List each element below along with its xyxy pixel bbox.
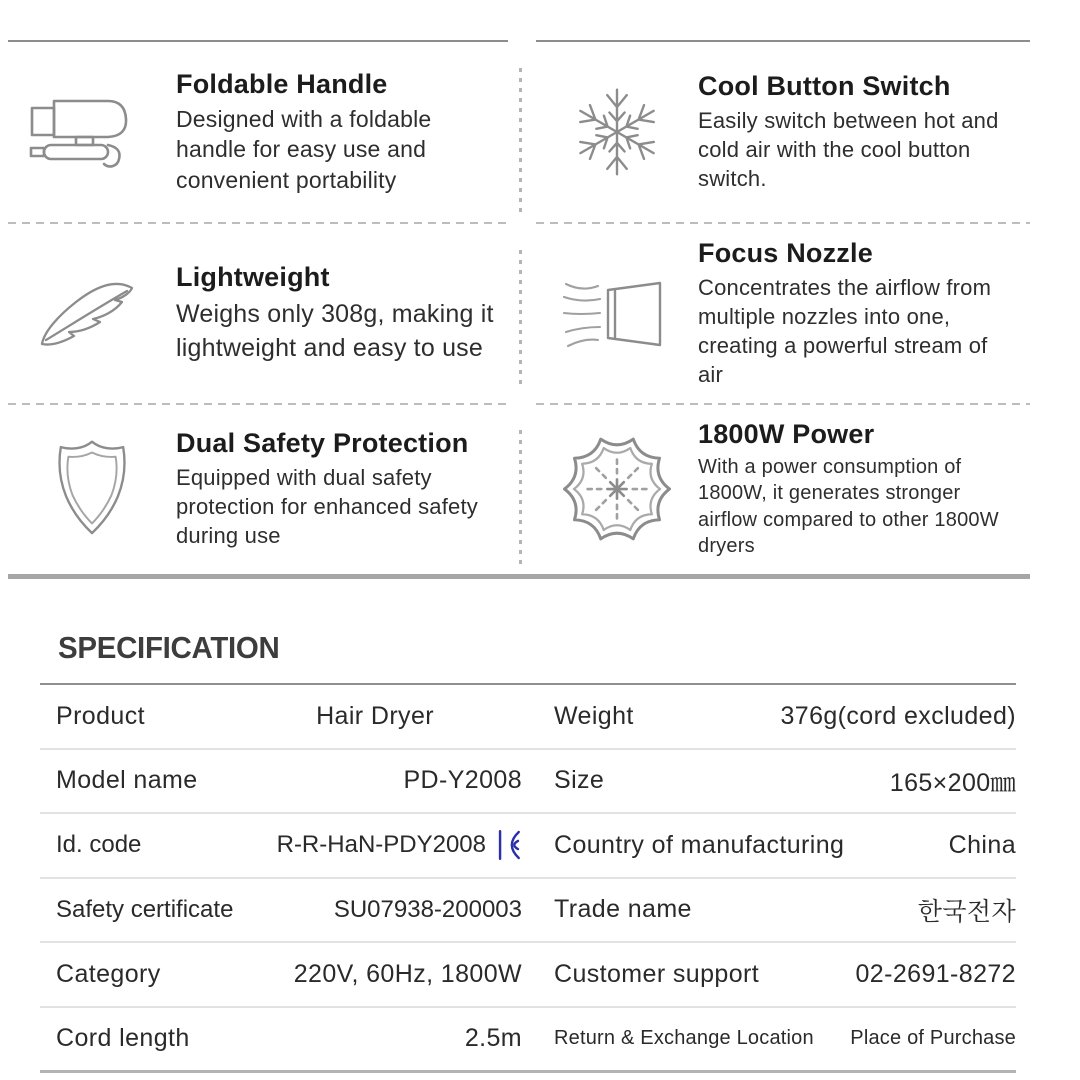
specification-heading: SPECIFICATION bbox=[58, 630, 280, 665]
spec-label: Cord length bbox=[56, 1024, 190, 1053]
focus-nozzle-icon bbox=[536, 272, 698, 356]
spec-value: 한국전자 bbox=[917, 897, 1016, 926]
spec-label: Country of manufacturing bbox=[554, 830, 845, 859]
table-row bbox=[40, 879, 1016, 944]
feather-icon bbox=[8, 268, 176, 360]
feature-title: Cool Button Switch bbox=[698, 70, 951, 101]
feature-description: Concentrates the airflow from multiple nozzles into one, creating a powerful stream of air bbox=[698, 274, 992, 388]
table-row bbox=[40, 750, 1016, 815]
spec-value: 165×200㎜ bbox=[889, 768, 1016, 797]
spec-label: Id. code bbox=[56, 831, 142, 859]
section-divider bbox=[8, 574, 1030, 579]
spec-value: SU07938-200003 bbox=[333, 895, 522, 923]
spec-label: Trade name bbox=[554, 895, 692, 924]
feature-cool-button-switch bbox=[536, 44, 1030, 220]
spec-value: PD-Y2008 bbox=[403, 766, 522, 795]
spec-value: China bbox=[948, 830, 1016, 859]
feature-description: Weighs only 308g, making it lightweight and easy to use bbox=[176, 300, 494, 362]
spec-label: Model name bbox=[56, 766, 198, 795]
power-badge-icon bbox=[536, 433, 698, 545]
dashed-divider bbox=[536, 403, 1030, 405]
spec-value: R-R-HaN-PDY2008 bbox=[276, 831, 486, 859]
spec-value: 220V, 60Hz, 1800W bbox=[293, 959, 522, 988]
feature-lightweight bbox=[8, 226, 508, 401]
feature-description: Easily switch between hot and cold air with the cool button switch. bbox=[698, 107, 999, 192]
shield-icon bbox=[8, 437, 176, 541]
feature-focus-nozzle bbox=[536, 226, 1030, 401]
spec-value: 2.5m bbox=[464, 1024, 522, 1053]
dotted-divider bbox=[519, 250, 522, 388]
feature-description: Equipped with dual safety protection for enhanced safety during use bbox=[176, 464, 478, 549]
spec-label: Product bbox=[56, 701, 145, 730]
feature-description: With a power consumption of 1800W, it generates stronger airflow compared to other 1800W dryers bbox=[698, 455, 999, 557]
dashed-divider bbox=[8, 222, 508, 224]
feature-title: 1800W Power bbox=[698, 418, 875, 449]
feature-foldable-handle bbox=[8, 44, 508, 220]
dashed-divider bbox=[536, 222, 1030, 224]
spec-label: Customer support bbox=[554, 959, 760, 988]
spec-value: Place of Purchase bbox=[850, 1027, 1016, 1050]
spec-label: Return & Exchange Location bbox=[554, 1027, 814, 1050]
top-divider-right bbox=[536, 40, 1030, 42]
dotted-divider bbox=[519, 430, 522, 564]
spec-label: Weight bbox=[554, 701, 634, 730]
spec-label: Safety certificate bbox=[56, 895, 234, 923]
kc-certification-mark-icon bbox=[496, 828, 522, 867]
spec-value: 376g(cord excluded) bbox=[780, 701, 1016, 730]
table-row bbox=[40, 1008, 1016, 1074]
spec-label: Category bbox=[56, 959, 161, 988]
snowflake-icon bbox=[536, 80, 698, 184]
top-divider-left bbox=[8, 40, 508, 42]
dotted-divider bbox=[519, 68, 522, 212]
feature-dual-safety-protection bbox=[8, 406, 508, 572]
table-row bbox=[40, 685, 1016, 750]
spec-value: Hair Dryer bbox=[316, 701, 434, 730]
feature-title: Lightweight bbox=[176, 262, 330, 292]
table-row bbox=[40, 814, 1016, 879]
dashed-divider bbox=[8, 403, 508, 405]
spec-label: Size bbox=[554, 766, 605, 795]
feature-description: Designed with a foldable handle for easy use and convenient portability bbox=[176, 105, 432, 193]
hair-dryer-folded-icon bbox=[8, 86, 176, 178]
feature-title: Dual Safety Protection bbox=[176, 427, 469, 458]
spec-value: 02-2691-8272 bbox=[855, 959, 1016, 988]
feature-1800w-power bbox=[536, 406, 1030, 572]
feature-title: Focus Nozzle bbox=[698, 237, 873, 268]
feature-title: Foldable Handle bbox=[176, 68, 388, 99]
specification-table bbox=[40, 683, 1016, 1073]
table-row bbox=[40, 943, 1016, 1008]
specification-section bbox=[0, 580, 1080, 1080]
